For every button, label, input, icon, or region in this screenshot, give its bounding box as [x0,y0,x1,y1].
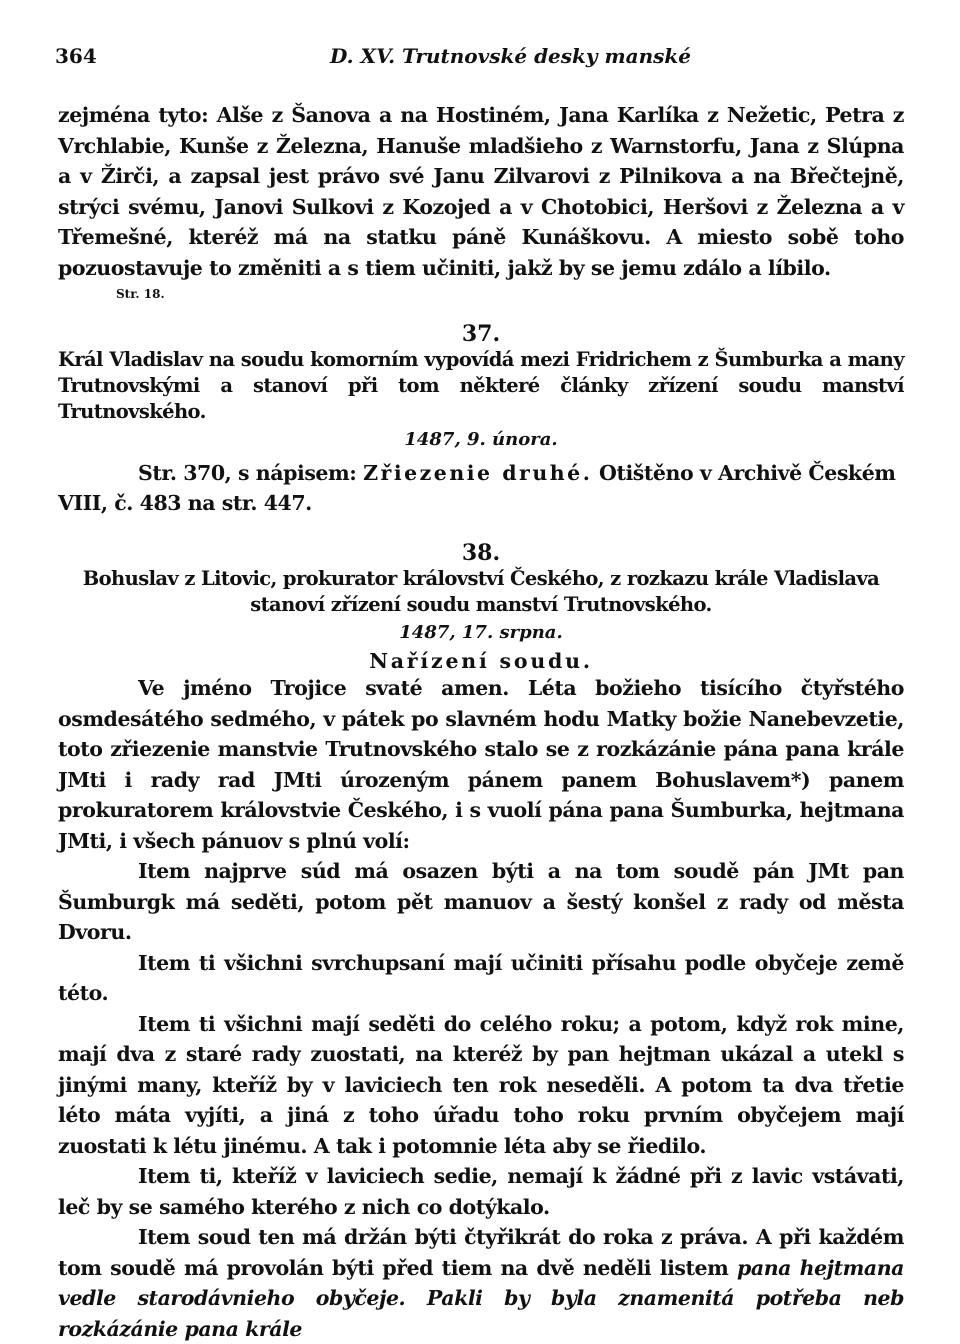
body-paragraph: Item ti všichni svrchupsaní mají učiniti přísahu podle obyčeje země této. [58,950,904,1005]
document-regest: Král Vladislav na soudu komorním vypovídá mezi Fridrichem z Šumburka a many Trutnovskými a stanoví při tom některé články zřízení soudu manství Trutnovského. [58,348,904,423]
body-paragraph-last [58,1222,904,1344]
intro-paragraph: zejména tyto: Alše z Šanova a na Hostiném, Jana Karlíka z Nežetic, Petra z Vrchlabie, Kunše z Železna, Hanuše mladšieho z Warnstorfu, Jana z Slúpna a v Žirči, a zapsal jest právo své Janu Zilvarovi z Pilnikova a na Břečtejně, strýci svému, Janovi Sulkovi z Kozojed a v Chotobici, Heršovi z Železna a v Třemešné, kteréž má na statku páně Kunáškovu. A miesto sobě toho pozuostavuje to změniti a s tiem učiniti, jakž by se jemu zdálo a líbilo. [58,103,904,280]
page-header [55,44,904,80]
body-paragraph: Item ti všichni mají seděti do celého roku; a potom, když rok mine, mají dva z staré rady zuostati, na kteréž by pan hejtman ukázal a utekl s jinými many, kteříž by v laviciech ten rok neseděli. A potom ta dva třetie léto máta vyjíti, a jiná z toho úřadu toho roku prvním obyčejem mají zuostati k létu jinému. A tak i potomnie léta aby se řiedilo. [58,1011,904,1158]
page-number: 364 [55,44,97,68]
last-paragraph-start: Item soud ten má držán býti čtyřikrát do roka z práva. A při každém tom soudě má provolán býti před tiem na dvě neděli listem [58,1225,904,1280]
source-title: Zřiezenie druhé. [363,461,593,485]
document-page [55,44,905,1344]
intro-reference: Str. 18. [116,287,165,301]
document-37 [58,321,904,518]
document-date: 1487, 9. února. [404,429,558,450]
body-paragraph: Item najprve súd má osazen býti a na tom soudě pán JMt pan Šumburgk má seděti, potom pět manuov a šestý konšel z rady od města Dvoru. [58,859,904,944]
document-number: 38. [461,540,501,566]
body-paragraph: Item ti, kteříž v laviciech sedie, nemají k žádné při z lavic vstávati, leč by se samého kterého z nich co dotýkalo. [58,1164,904,1219]
source-suffix: Otištěno v Archivě Českém VIII, č. 483 na str. 447. [58,461,896,515]
document-regest: Bohuslav z Litovic, prokurator království Českého, z rozkazu krále Vladislava stanoví zřízení soudu manství Trutnovského. [82,567,880,616]
document-number: 37. [461,321,501,347]
document-date: 1487, 17. srpna. [399,622,563,643]
running-title: D. XV. Trutnovské desky manské [330,44,691,68]
document-source [58,458,904,518]
source-prefix: Str. 370, s nápisem: [138,461,357,485]
document-title: Nařízení soudu. [369,649,593,673]
body-paragraph: Ve jméno Trojice svaté amen. Léta božieho tisícího čtyřstého osmdesátého sedmého, v pátek po slavném hodu Matky božie Nanebevzetie, toto zřiezenie manstvie Trutnovského stalo se z rozkázánie pána pana krále JMti i rady rad JMti úrozeným pánem panem Bohuslavem*) panem prokuratorem královstvie Českého, i s vuolí pána pana Šumburka, hejtmana JMti, i všech pánuov s plnú volí: [58,676,904,853]
document-38 [58,540,904,1344]
last-paragraph-italic: pana hejtmana vedle starodávnieho obyčeje. Pakli by byla znamenitá potřeba neb rozkázánie pana krále [58,1255,905,1341]
